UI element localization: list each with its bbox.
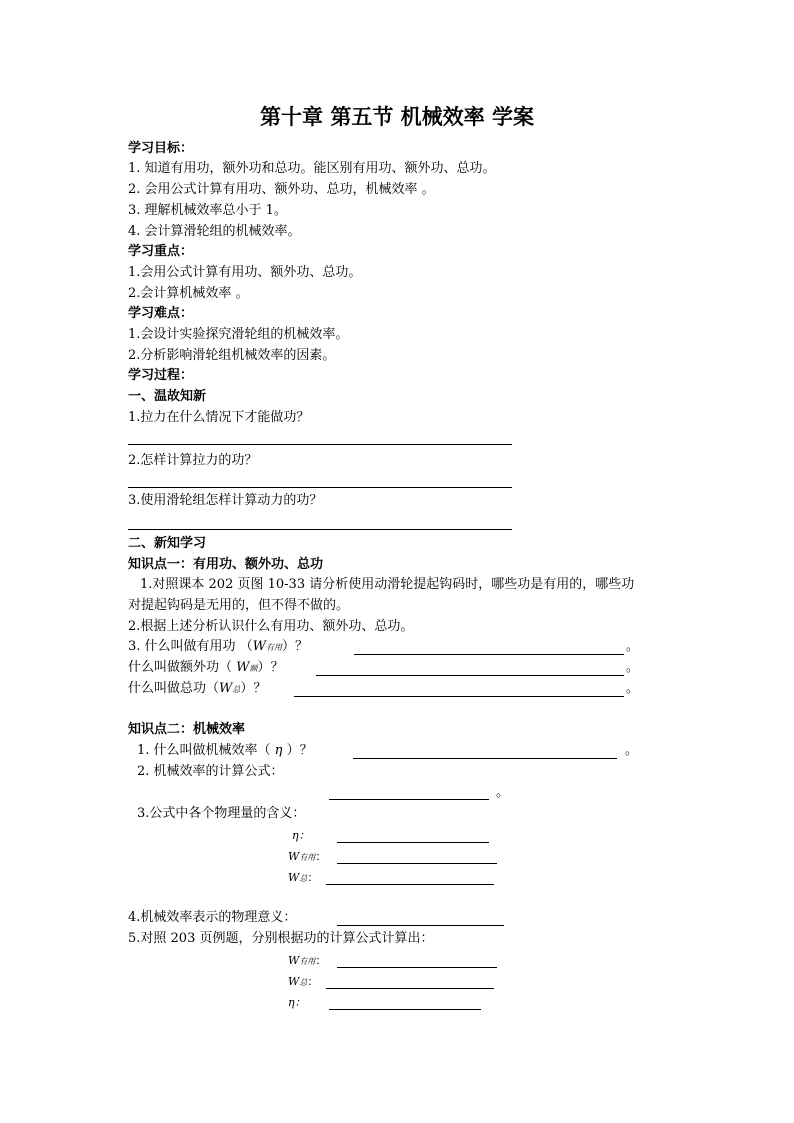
question-total-work: 什么叫做总功（W总）？ <box>128 681 267 696</box>
answer-line-total-work[interactable] <box>294 696 624 697</box>
key-points-heading: 学习重点： <box>128 244 194 259</box>
calc-line-w-useful[interactable] <box>337 967 497 968</box>
answer-line-useful-work[interactable] <box>354 654 624 655</box>
calc-line-eta[interactable] <box>329 1009 481 1010</box>
calc-line-w-total[interactable] <box>326 988 494 989</box>
goal-item-4: 4. 会计算滑轮组的机械效率。 <box>128 224 301 239</box>
question-useful-work: 3. 什么叫做有用功 （W有用）？ <box>128 639 309 654</box>
point1-para1-line2: 对提起钩码是无用的，但不得不做的。 <box>128 598 350 613</box>
eta-label: η： <box>292 829 310 842</box>
question-formula: 2. 机械效率的计算公式： <box>137 764 284 779</box>
calc-eta-label: η： <box>288 996 306 1009</box>
point2-heading: 知识点二：机械效率 <box>128 722 246 737</box>
key-point-2: 2.会计算机械效率 。 <box>128 286 249 301</box>
calc-w-useful-label: W有用： <box>288 954 327 967</box>
question-efficiency: 1. 什么叫做机械效率（ η ）？ <box>137 743 313 758</box>
end-mark: 。 <box>626 681 640 696</box>
question-quantities: 3.公式中各个物理量的含义： <box>137 806 306 821</box>
answer-line-efficiency[interactable] <box>353 758 617 759</box>
goal-item-3: 3. 理解机械效率总小于 1。 <box>128 203 287 218</box>
point1-para1-line1: 1.对照课本 202 页图 10-33 请分析使用动滑轮提起钩码时，哪些功是有用的，哪些功 <box>140 577 635 592</box>
end-mark: 。 <box>626 660 640 675</box>
answer-line-eta[interactable] <box>337 842 489 843</box>
point1-heading: 知识点一：有用功、额外功、总功 <box>128 557 324 572</box>
w-total-label: W总： <box>288 871 319 884</box>
answer-line-review-2[interactable] <box>128 487 512 488</box>
review-question-2: 2.怎样计算拉力的功？ <box>128 453 258 468</box>
new-learning-heading: 二、新知学习 <box>128 536 207 551</box>
question-meaning: 4.机械效率表示的物理意义： <box>128 910 297 925</box>
difficulties-heading: 学习难点： <box>128 306 194 321</box>
calc-w-total-label: W总： <box>288 975 319 988</box>
review-question-3: 3.使用滑轮组怎样计算动力的功？ <box>128 493 323 508</box>
key-point-1: 1.会用公式计算有用功、额外功、总功。 <box>128 265 362 280</box>
process-heading: 学习过程： <box>128 368 194 383</box>
answer-line-review-3[interactable] <box>128 529 512 530</box>
difficulty-1: 1.会设计实验探究滑轮组的机械效率。 <box>128 327 349 342</box>
answer-line-meaning[interactable] <box>337 925 504 926</box>
page-title: 第十章 第五节 机械效率 学案 <box>260 104 534 129</box>
end-mark: 。 <box>626 639 640 654</box>
goal-item-2: 2. 会用公式计算有用功、额外功、总功，机械效率 。 <box>128 182 435 197</box>
end-mark: 。 <box>625 743 639 758</box>
answer-line-w-total[interactable] <box>326 884 494 885</box>
answer-line-review-1[interactable] <box>128 444 512 445</box>
answer-line-w-useful[interactable] <box>337 863 497 864</box>
goal-item-1: 1. 知道有用功，额外功和总功。能区别有用功、额外功、总功。 <box>128 161 496 176</box>
question-example: 5.对照 203 页例题，分别根据功的计算公式计算出： <box>128 931 434 946</box>
end-mark: 。 <box>496 785 510 800</box>
point1-para2: 2.根据上述分析认识什么有用功、额外功、总功。 <box>128 619 414 634</box>
answer-line-extra-work[interactable] <box>316 675 624 676</box>
question-extra-work: 什么叫做额外功（ W额）？ <box>128 660 284 675</box>
review-heading: 一、温故知新 <box>128 389 207 404</box>
difficulty-2: 2.分析影响滑轮组机械效率的因素。 <box>128 348 336 363</box>
w-useful-label: W有用： <box>288 850 327 863</box>
goals-heading: 学习目标： <box>128 141 194 156</box>
answer-line-formula[interactable] <box>329 799 489 800</box>
review-question-1: 1.拉力在什么情况下才能做功？ <box>128 410 310 425</box>
